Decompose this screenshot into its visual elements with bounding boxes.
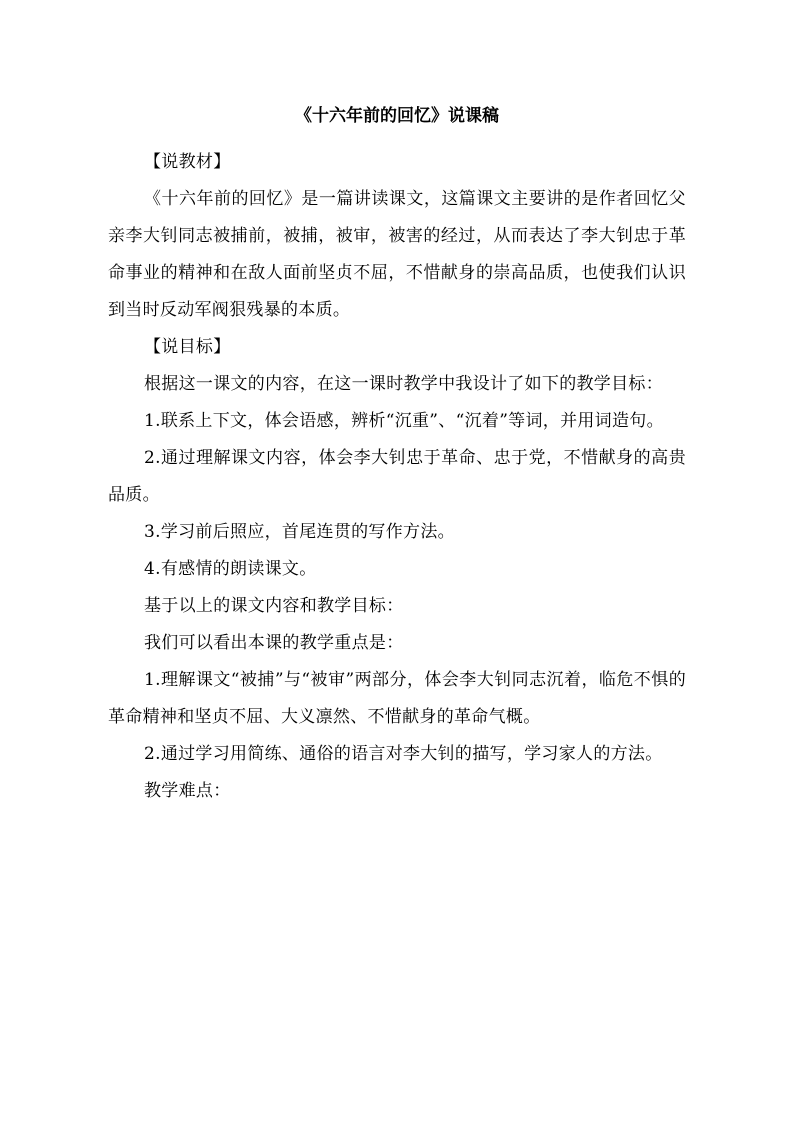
paragraph-basis: 基于以上的课文内容和教学目标： xyxy=(144,596,404,616)
document-body xyxy=(108,144,686,810)
section-heading-objectives: 【说目标】 xyxy=(144,337,231,357)
objective-item-3: 3.学习前后照应，首尾连贯的写作方法。 xyxy=(144,522,455,542)
key-point-item-2: 2.通过学习用简练、通俗的语言对李大钊的描写，学习家人的方法。 xyxy=(144,744,663,764)
paragraph-textbook-description: 《十六年前的回忆》是一篇讲读课文，这篇课文主要讲的是作者回忆父亲李大钊同志被捕前，被捕，被审，被害的经过，从而表达了李大钊忠于革命事业的精神和在敌人面前坚贞不屈，不惜献身的崇高品质，也使我们认识到当时反动军阀狠残暴的本质。 xyxy=(108,189,686,320)
objective-item-4: 4.有感情的朗读课文。 xyxy=(144,559,317,579)
section-heading-textbook: 【说教材】 xyxy=(144,152,231,172)
paragraph-key-points-intro: 我们可以看出本课的教学重点是： xyxy=(144,633,404,653)
paragraph-objectives-intro: 根据这一课文的内容，在这一课时教学中我设计了如下的教学目标： xyxy=(144,374,663,394)
objective-item-2: 2.通过理解课文内容，体会李大钊忠于革命、忠于党，不惜献身的高贵品质。 xyxy=(108,448,686,505)
document-title: 《十六年前的回忆》说课稿 xyxy=(295,106,499,126)
objective-item-1: 1.联系上下文，体会语感，辨析“沉重”、“沉着”等词，并用词造句。 xyxy=(144,411,664,431)
paragraph-difficulties: 教学难点： xyxy=(144,781,231,801)
key-point-item-1: 1.理解课文“被捕”与“被审”两部分，体会李大钊同志沉着，临危不惧的革命精神和坚贞不屈、大义凛然、不惜献身的革命气概。 xyxy=(108,670,686,727)
